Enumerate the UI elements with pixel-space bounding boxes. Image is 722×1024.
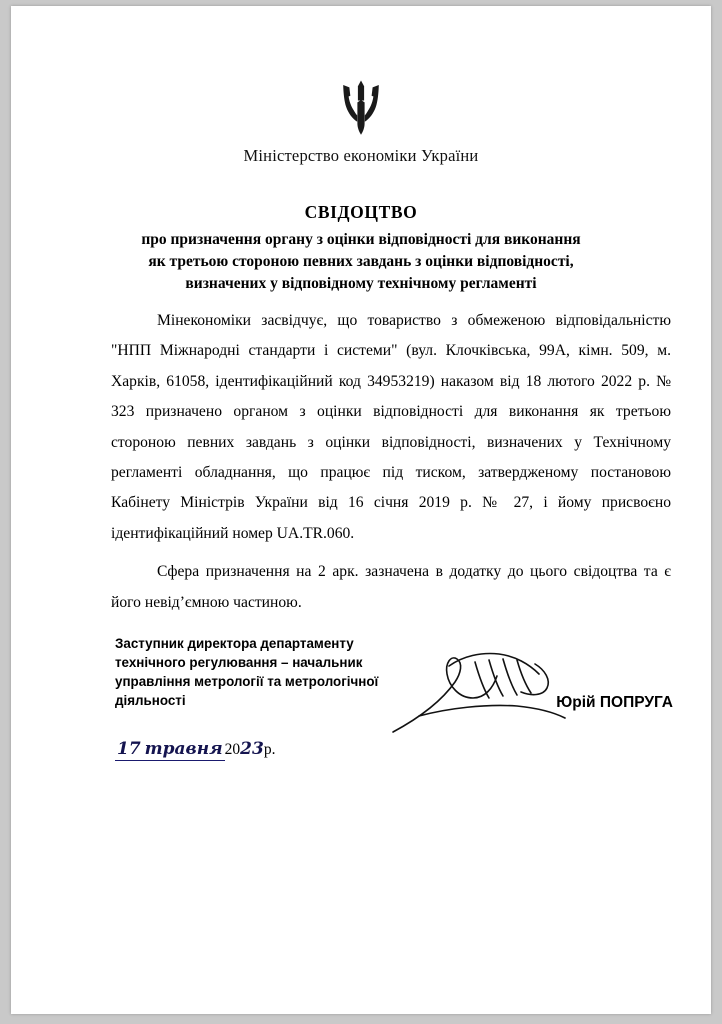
document-subtitle <box>71 229 651 295</box>
signatory-position-line: управління метрології та метрологічної <box>115 674 379 690</box>
signatory-position-line: діяльності <box>115 693 186 709</box>
document-subtitle-line: визначених у відповідному технічному регламенті <box>185 275 537 292</box>
signatory-position-line: Заступник директора департаменту <box>115 636 354 651</box>
signing-date-month: травня <box>144 739 223 759</box>
signing-date-year-mark: р. <box>263 741 276 758</box>
signatory-name: Юрій ПОПРУГА <box>556 694 673 711</box>
document-title-block <box>71 202 651 295</box>
signing-date <box>115 739 275 759</box>
ministry-name: Міністерство економіки України <box>243 146 479 165</box>
signing-date-year-prefix: 20 <box>224 741 241 758</box>
document-content <box>11 6 711 1014</box>
document-page <box>11 6 711 1014</box>
signatory-position-line: технічного регулювання – начальник <box>115 655 363 671</box>
signatory-position <box>115 634 415 710</box>
signing-date-year-suffix: 23 <box>240 739 264 759</box>
signing-date-day: 17 <box>117 739 141 759</box>
document-subtitle-line: про призначення органу з оцінки відповідності для виконання <box>141 231 581 248</box>
page-title: СВІДОЦТВО <box>304 202 418 222</box>
document-subtitle-line: як третьою стороною певних завдань з оцінки відповідності, <box>148 253 574 270</box>
ukraine-trident-coat-of-arms-icon <box>11 80 711 141</box>
body-paragraph: Мінекономіки засвідчує, що товариство з обмеженою відповідальністю "НПП Міжнародні стандарти і системи" (вул. Клочківська, 99А, кімн. 509, м. Харків, 61058, ідентифікаційний код 34953219) наказом від 18 лютого 2022 р. № 323 призначено органом з оцінки відповідності для виконання як третьою стороною певних завдань з оцінки відповідності, визначених у Технічному регламенті обладнання, що працює під тиском, затвердженому постановою Кабінету Міністрів України від 16 січня 2019 р. № 27, і йому присвоєно ідентифікаційний номер UA.TR.060. <box>111 312 671 542</box>
body-paragraph: Сфера призначення на 2 арк. зазначена в додатку до цього свідоцтва та є його невід’ємною частиною. <box>111 563 671 611</box>
document-body <box>111 306 671 626</box>
